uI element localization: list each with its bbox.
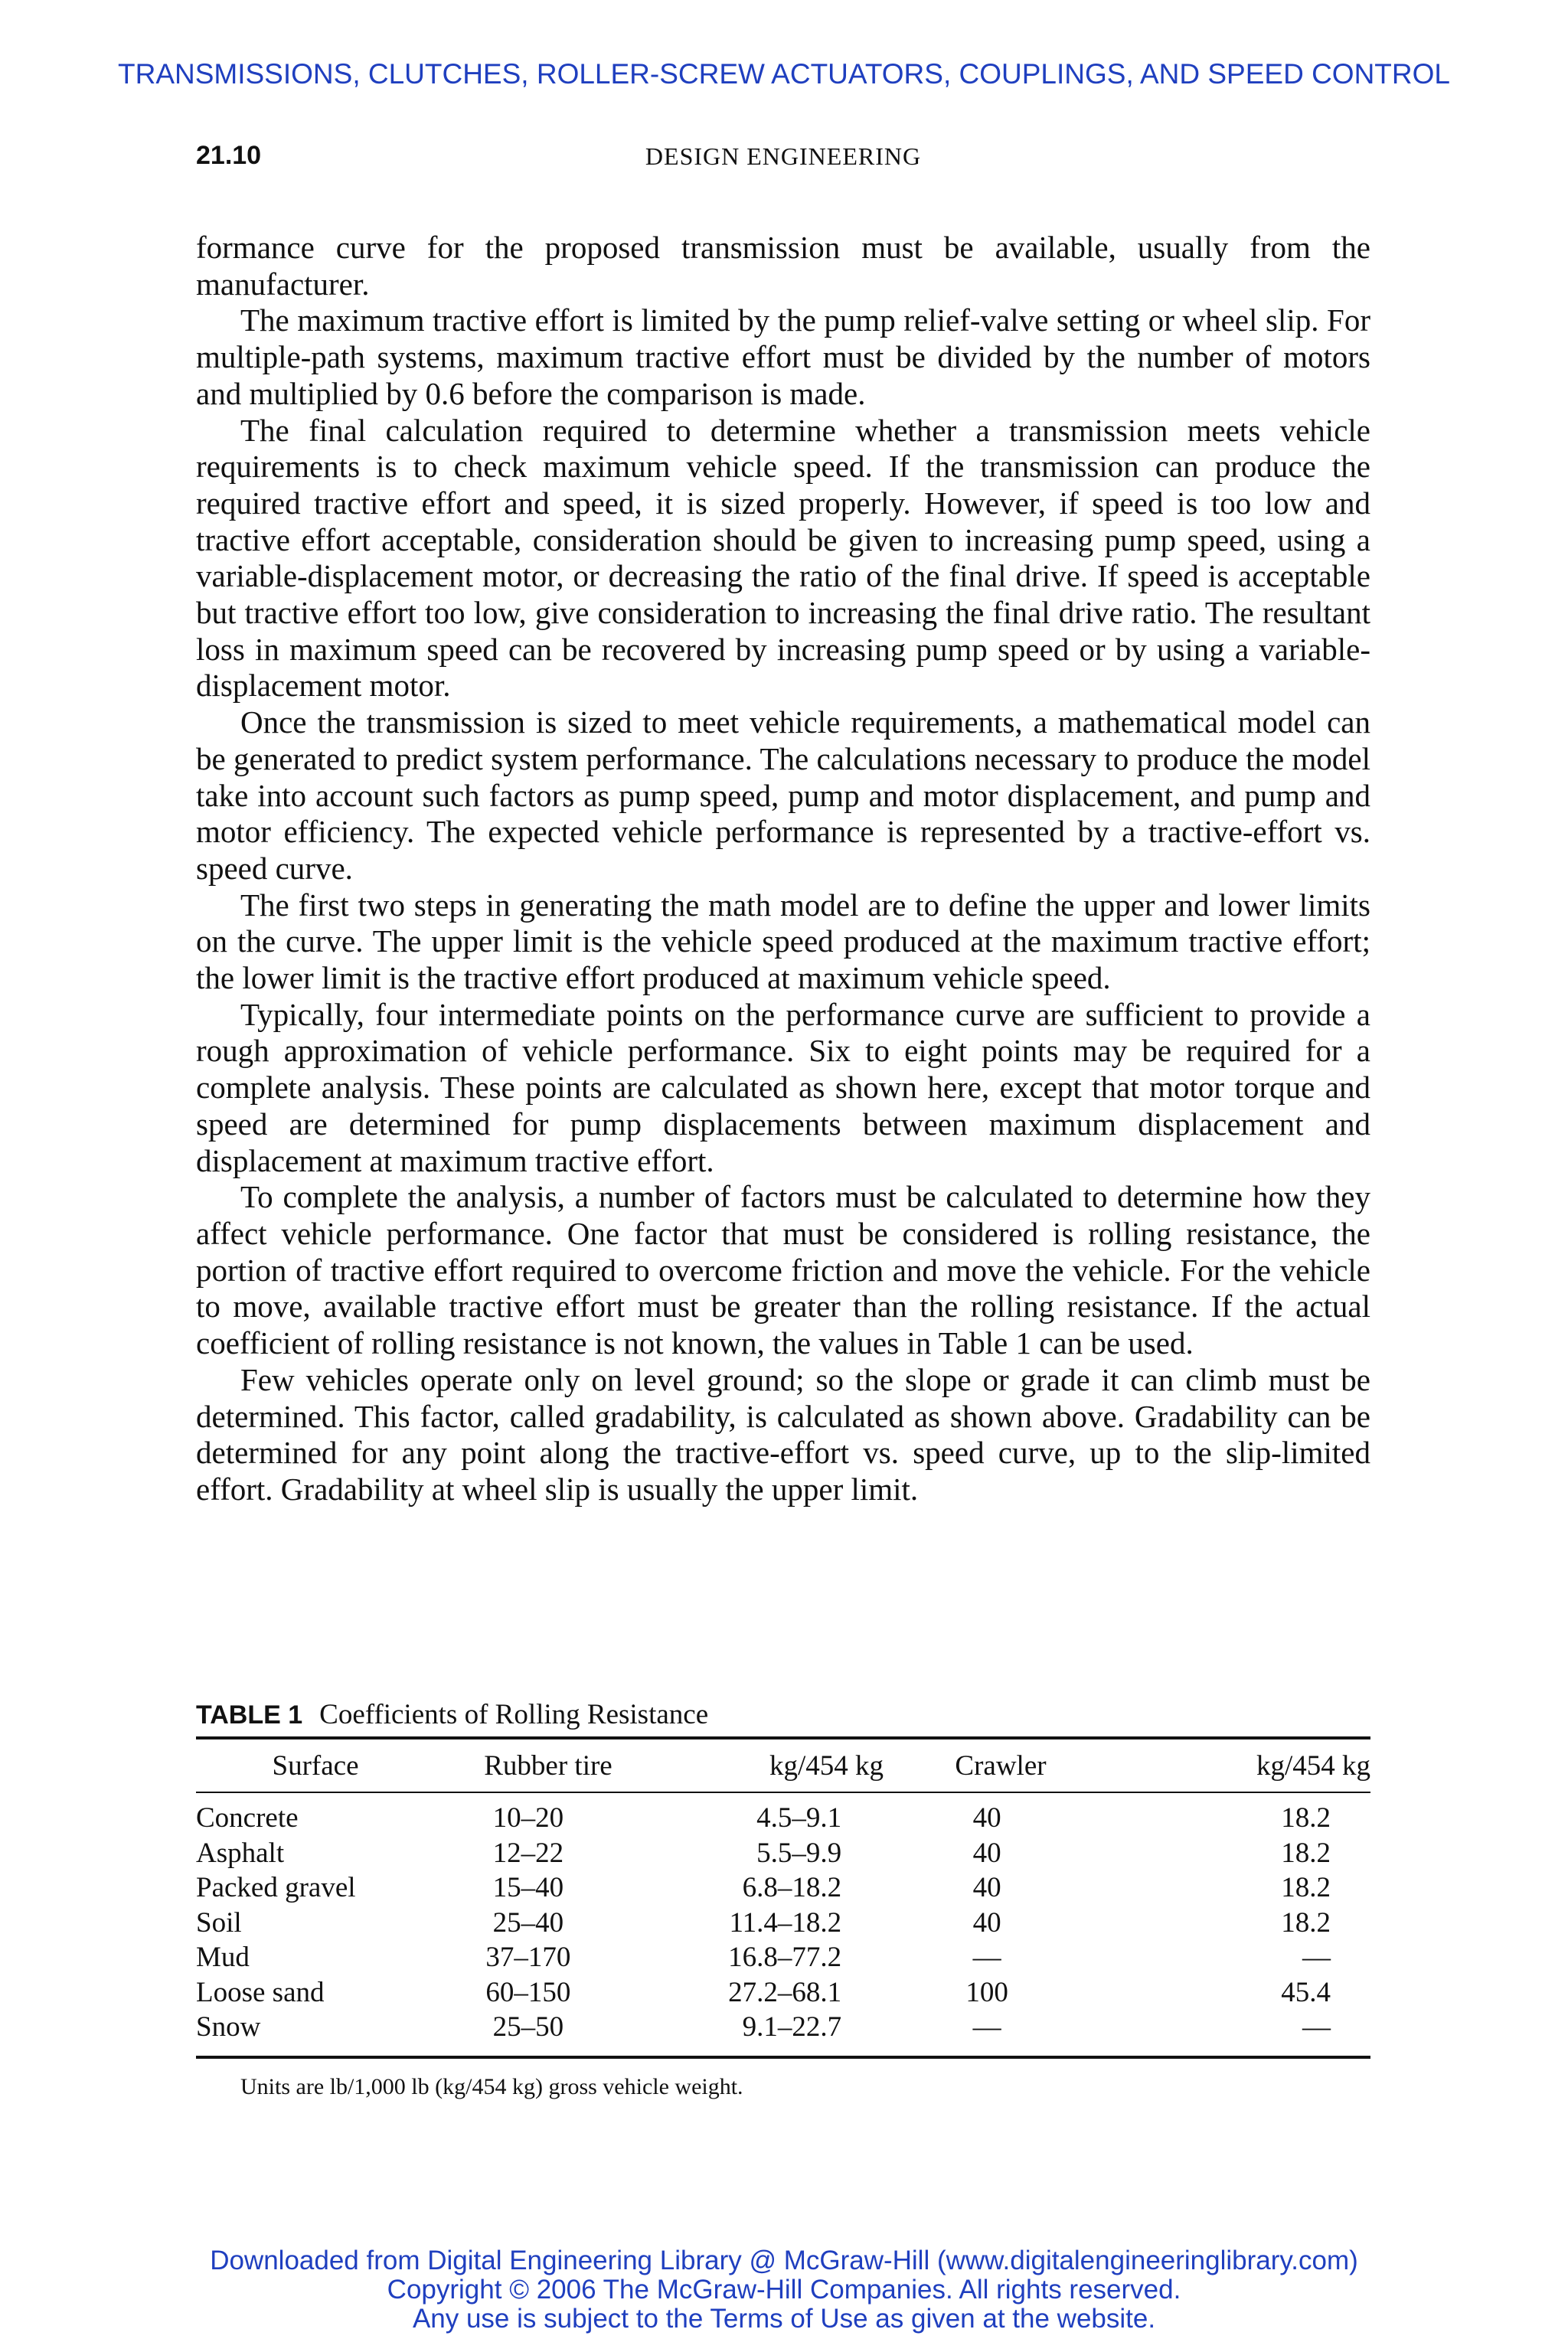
footer-line: Copyright © 2006 The McGraw-Hill Companies. All rights reserved. [387, 2275, 1181, 2305]
page-number: 21.10 [196, 141, 262, 170]
table-cell: 18.2 [1281, 1906, 1331, 1939]
table-cell: 40 [972, 1802, 1001, 1834]
table-cell: — [1302, 2011, 1331, 2043]
table-cell: 100 [965, 1976, 1008, 2008]
table-header [196, 1740, 1370, 1792]
table-cell: 37–170 [485, 1942, 571, 1973]
table-cell: 18.2 [1281, 1837, 1331, 1869]
table-row [196, 1906, 1370, 1941]
table-cell: Loose sand [196, 1976, 325, 2008]
paragraph: Few vehicles operate only on level ground; so the slope or grade it can climb must be determined. This factor, called gradability, is calculated as shown above. Gradability can be determined for any point along the tractive-effort vs. speed curve, up to the slip-limited effort. Gradability at wheel slip is usually the upper limit. [196, 1361, 1370, 1507]
table-cell: 6.8–18.2 [742, 1872, 842, 1903]
paragraph: Once the transmission is sized to meet vehicle requirements, a mathematical model can be generated to predict system performance. The calculations necessary to produce the model take into account such factors as pump speed, pump and motor displacement, and pump and motor efficiency. The expected vehicle performance is represented by a tractive-effort vs. speed curve. [196, 704, 1370, 886]
table-cell: 15–40 [492, 1872, 564, 1903]
table-title: Coefficients of Rolling Resistance [319, 1699, 709, 1730]
table-cell: Asphalt [196, 1837, 285, 1869]
table-cell: 18.2 [1281, 1872, 1331, 1903]
column-header: Rubber tire [484, 1749, 612, 1782]
table-cell: Packed gravel [196, 1872, 356, 1903]
table-body [196, 1801, 1370, 2045]
table-cell: Soil [196, 1906, 242, 1939]
download-footer [0, 2246, 1568, 2334]
column-header: kg/454 kg [769, 1749, 884, 1782]
rolling-resistance-table [196, 1698, 1370, 2100]
table-row [196, 1940, 1370, 1975]
paragraph: Typically, four intermediate points on the performance curve are sufficient to provide a rough approximation of vehicle performance. Six to eight points may be required for a complete analysis. These points are calculated as shown here, except that motor torque and speed are determined for pump displacements between maximum displacement and displacement at maximum tractive effort. [196, 996, 1370, 1178]
table-cell: — [972, 2011, 1001, 2043]
table-cell: 45.4 [1281, 1976, 1331, 2008]
table-cell: — [1302, 1942, 1331, 1973]
table-row [196, 1801, 1370, 1836]
table-cell: Snow [196, 2011, 261, 2043]
paragraph: The maximum tractive effort is limited by the pump relief-valve setting or wheel slip. For multiple-path systems, maximum tractive effort must be divided by the number of motors and multiplied by 0.6 before the comparison is made. [196, 302, 1370, 411]
column-header: Crawler [955, 1749, 1047, 1782]
table-cell: 4.5–9.1 [756, 1802, 842, 1834]
paragraph: The first two steps in generating the math model are to define the upper and lower limits on the curve. The upper limit is the vehicle speed produced at the maximum tractive effort; the lower limit is the tractive effort produced at maximum vehicle speed. [196, 887, 1370, 996]
column-header: kg/454 kg [1256, 1749, 1370, 1782]
table-cell: 9.1–22.7 [742, 2011, 842, 2043]
running-head [196, 141, 1370, 179]
table-caption [196, 1698, 1370, 1736]
body-text [196, 230, 1370, 1508]
table-cell: 40 [972, 1906, 1001, 1939]
footer-line: Downloaded from Digital Engineering Library @ McGraw-Hill (www.digitalengineeringlibrary.com) [210, 2246, 1358, 2275]
table-row [196, 1975, 1370, 2011]
table-row [196, 1870, 1370, 1906]
table-row [196, 1836, 1370, 1871]
table-cell: Concrete [196, 1802, 299, 1834]
table-cell: 40 [972, 1872, 1001, 1903]
table-cell: 5.5–9.9 [756, 1837, 842, 1869]
table-cell: 25–50 [492, 2011, 564, 2043]
chapter-banner: TRANSMISSIONS, CLUTCHES, ROLLER-SCREW ACTUATORS, COUPLINGS, AND SPEED CONTROL [118, 58, 1450, 90]
paragraph: formance curve for the proposed transmission must be available, usually from the manufacturer. [196, 230, 1370, 302]
table-cell: 11.4–18.2 [729, 1906, 842, 1939]
table-cell: 10–20 [492, 1802, 564, 1834]
table-row [196, 2010, 1370, 2045]
footer-line: Any use is subject to the Terms of Use as given at the website. [412, 2304, 1156, 2334]
table-cell: — [972, 1942, 1001, 1973]
table-cell: 12–22 [492, 1837, 564, 1869]
table-cell: 60–150 [485, 1976, 571, 2008]
table-cell: 27.2–68.1 [728, 1976, 842, 2008]
table-cell: 40 [972, 1837, 1001, 1869]
table-cell: Mud [196, 1942, 250, 1973]
table-label: TABLE 1 [196, 1700, 303, 1730]
table-cell: 25–40 [492, 1906, 564, 1939]
table-bottom-rule [196, 2056, 1370, 2059]
section-title: DESIGN ENGINEERING [645, 142, 922, 170]
table-footnote: Units are lb/1,000 lb (kg/454 kg) gross vehicle weight. [240, 2073, 743, 2099]
paragraph: The final calculation required to determine whether a transmission meets vehicle requirements is to check maximum vehicle speed. If the transmission can produce the required tractive effort and speed, it is sized properly. However, if speed is too low and tractive effort acceptable, consideration should be given to increasing pump speed, using a variable-displacement motor, or decreasing the ratio of the final drive. If speed is acceptable but tractive effort too low, give consideration to increasing the final drive ratio. The resultant loss in maximum speed can be recovered by increasing pump speed or by using a variable-displacement motor. [196, 412, 1370, 704]
table-cell: 16.8–77.2 [728, 1942, 842, 1973]
paragraph: To complete the analysis, a number of factors must be calculated to determine how they affect vehicle performance. One factor that must be considered is rolling resistance, the portion of tractive effort required to overcome friction and move the vehicle. For the vehicle to move, available tractive effort must be greater than the rolling resistance. If the actual coefficient of rolling resistance is not known, the values in Table 1 can be used. [196, 1179, 1370, 1361]
column-header: Surface [272, 1749, 359, 1782]
table-cell: 18.2 [1281, 1802, 1331, 1834]
